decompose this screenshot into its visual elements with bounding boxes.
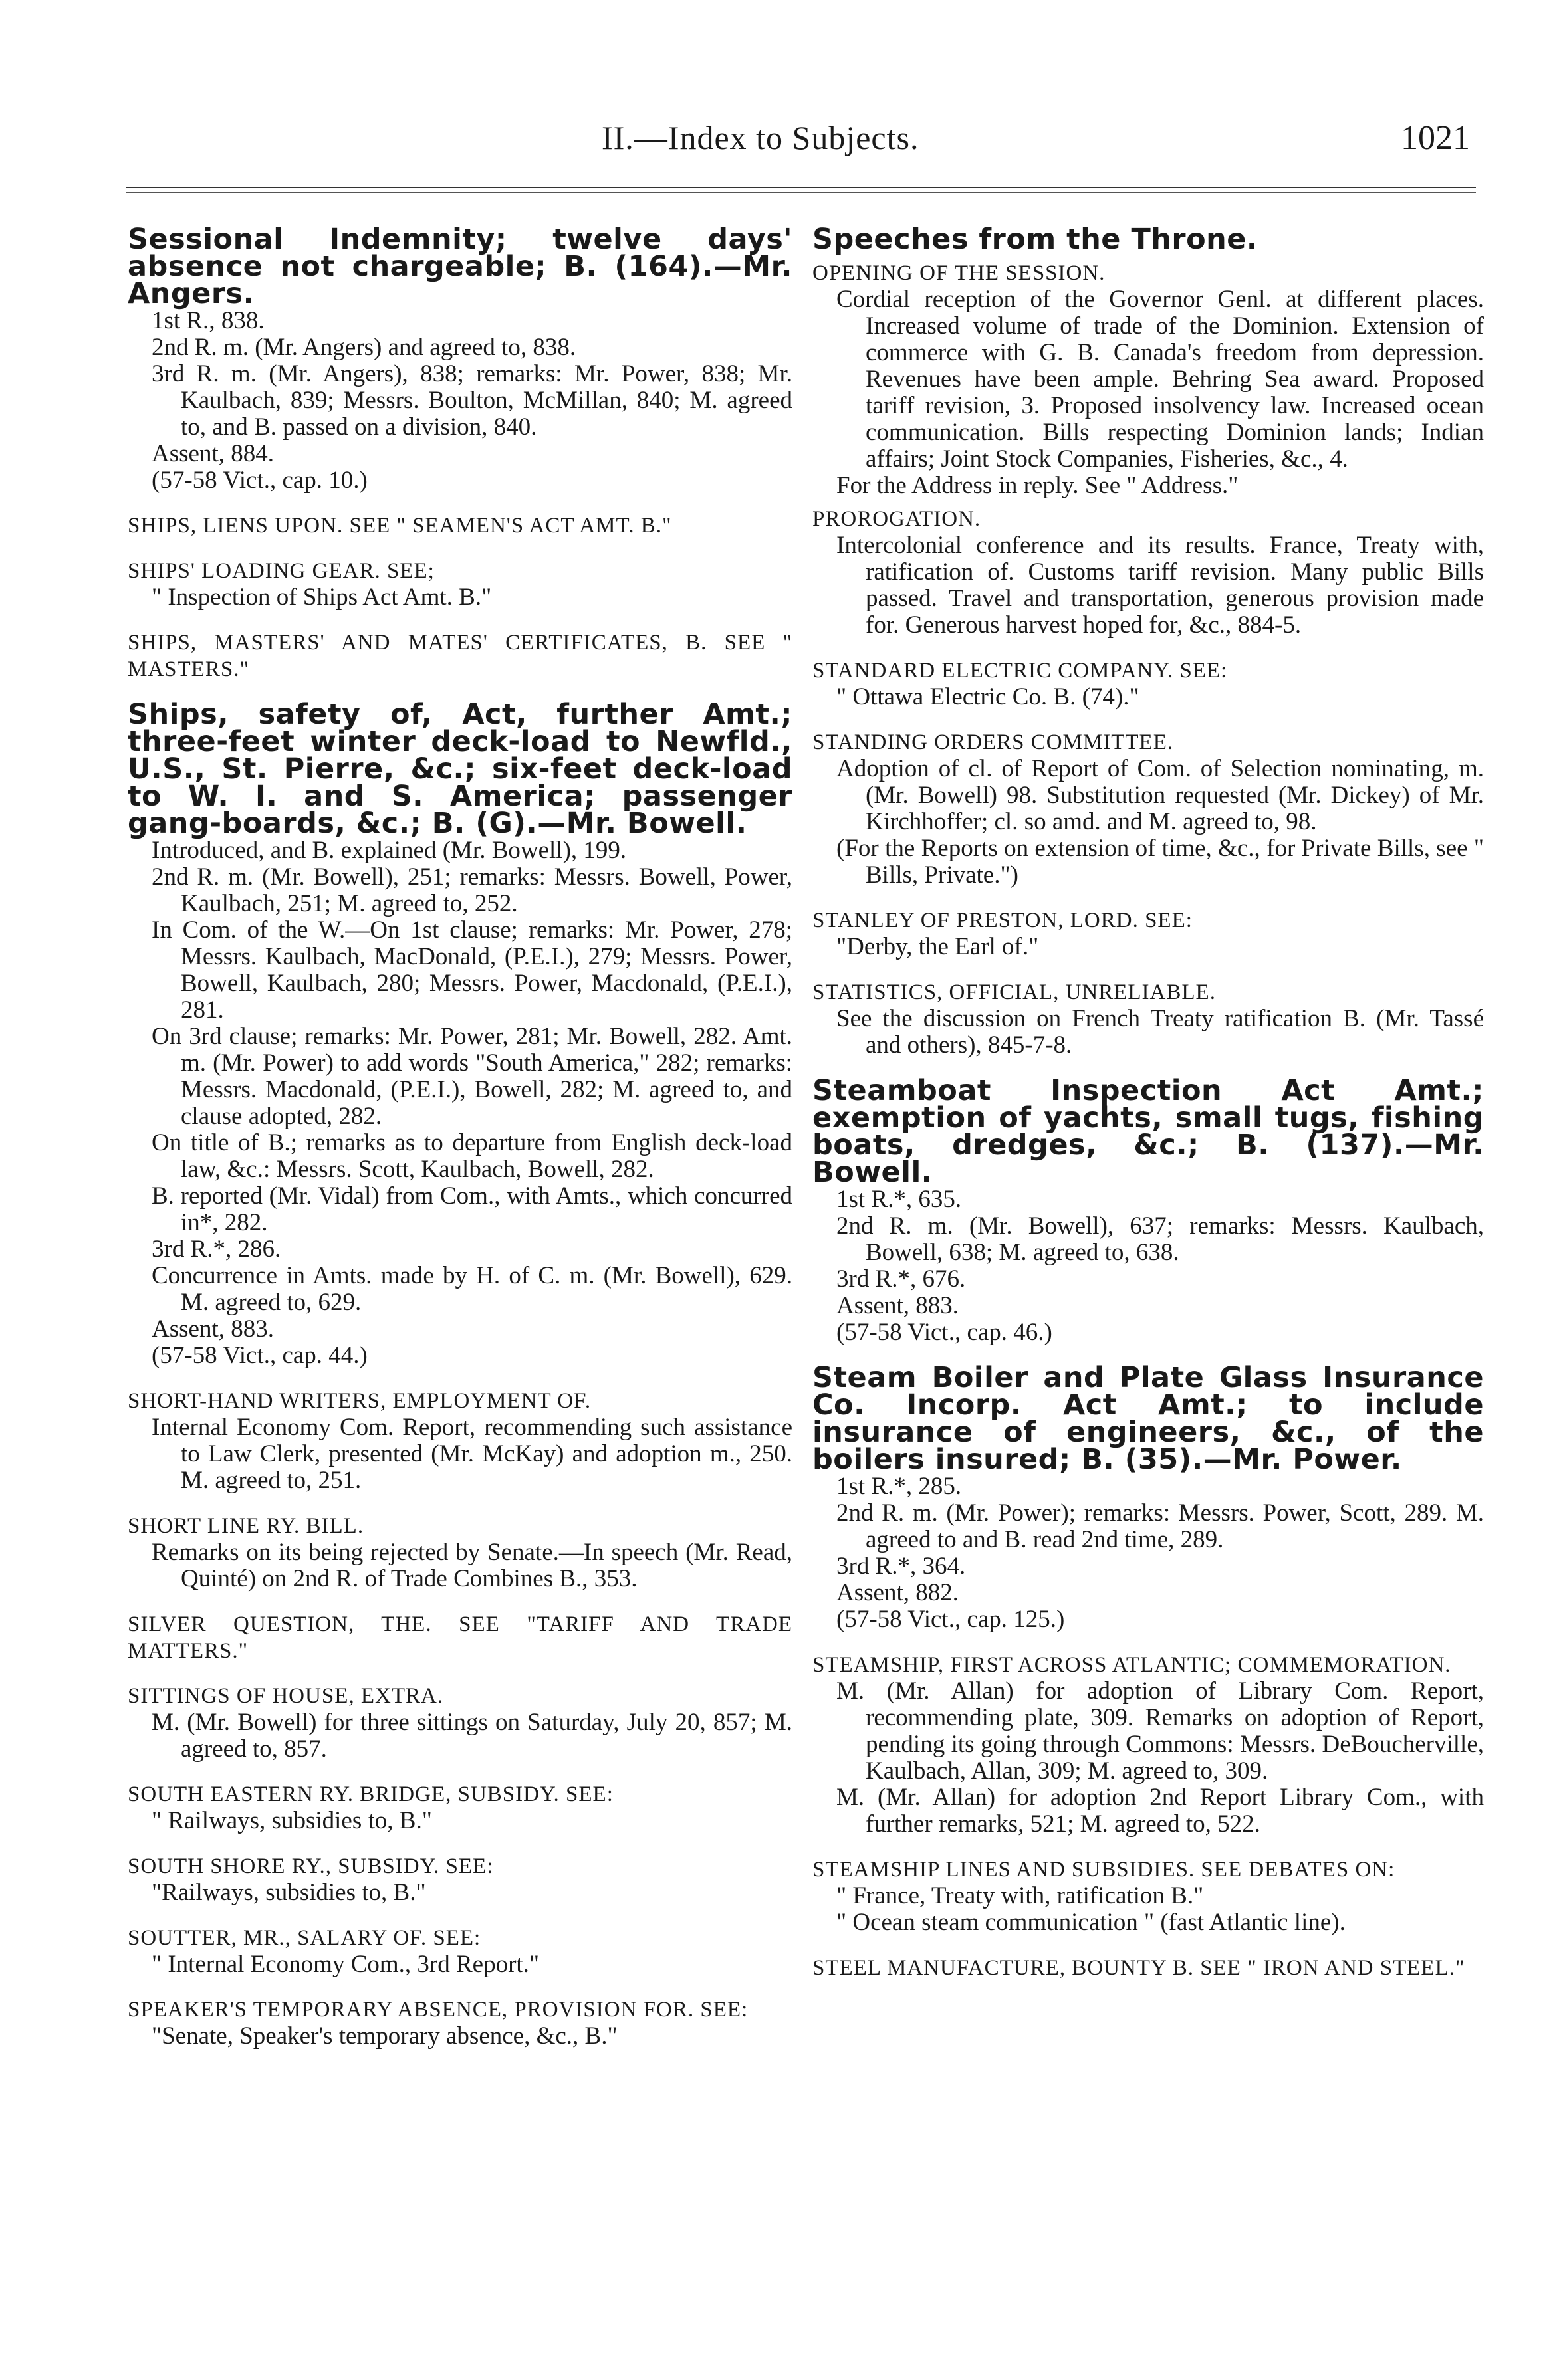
entry-heading: Speeches from the Throne. [812,223,1258,256]
entry-heading: STEAMSHIP, FIRST ACROSS ATLANTIC; COMMEMORATION. [812,1653,1451,1677]
entry-line: 3rd R. m. (Mr. Angers), 838; remarks: Mr. Power, 838; Mr. Kaulbach, 839; Messrs. Boulton, McMillan, 840; M. agreed to, and B. passed on a division, 840. [152,360,792,441]
entry-line: Internal Economy Com. Report, recommending such assistance to Law Clerk, presented (Mr. McKay) and adoption m., 250. M. agreed to, 251. [152,1414,792,1494]
entry-line: " France, Treaty with, ratification B." [836,1882,1204,1909]
entry-heading: SOUTH EASTERN RY. BRIDGE, SUBSIDY. SEE: [128,1783,614,1806]
index-entry [128,629,792,683]
entry-line: 1st R.*, 635. [836,1186,962,1213]
entry-heading: OPENING OF THE SESSION. [812,261,1106,285]
entry-heading: STEAMSHIP LINES AND SUBSIDIES. SEE DEBATES ON: [812,1858,1395,1882]
index-entry [812,657,1484,710]
entry-line: (57-58 Vict., cap. 46.) [836,1319,1052,1346]
index-entry [812,260,1484,499]
left-column [128,223,792,2068]
entry-line: (57-58 Vict., cap. 125.) [836,1606,1065,1633]
header-rule [126,187,1476,193]
entry-line: Assent, 882. [836,1579,959,1606]
entry-line: Assent, 884. [152,440,274,467]
entry-heading: SHIPS, LIENS UPON. SEE " SEAMEN'S ACT AMT. B." [128,514,672,538]
entry-line: Remarks on its being rejected by Senate.—In speech (Mr. Read, Quinté) on 2nd R. of Trade Combines B., 353. [152,1539,792,1592]
index-entry [812,907,1484,960]
entry-heading: SPEAKER'S TEMPORARY ABSENCE, PROVISION FOR. SEE: [128,1998,749,2022]
index-entry [128,512,792,539]
index-entry [128,1388,792,1494]
entry-line: 2nd R. m. (Mr. Bowell), 637; remarks: Messrs. Kaulbach, Bowell, 638; M. agreed to, 638. [836,1212,1484,1266]
index-entry [812,979,1484,1059]
entry-heading: SITTINGS OF HOUSE, EXTRA. [128,1684,444,1708]
entry-line: M. (Mr. Allan) for adoption 2nd Report Library Com., with further remarks, 521; M. agreed to, 522. [836,1784,1484,1838]
entry-heading: Steam Boiler and Plate Glass Insurance Co. Incorp. Act Amt.; to include insurance of engineers, &c., of the boilers insured; B. (35).—Mr. Power. [812,1361,1484,1476]
entry-heading: PROROGATION. [812,507,981,531]
index-entry [812,729,1484,889]
index-entry [128,558,792,611]
entry-heading: STATISTICS, OFFICIAL, UNRELIABLE. [812,980,1216,1004]
entry-line: (57-58 Vict., cap. 10.) [152,467,368,494]
index-entry [128,223,792,494]
entry-line: Cordial reception of the Governor Genl. at different places. Increased volume of trade of the Dominion. Extension of commerce with G. B. Canada's freedom from depression. Revenues have been ample. Behring Sea award. Proposed tariff revision, 3. Proposed insolvency law. Increased ocean communication. Bills respecting Dominion lands; Indian affairs; Joint Stock Companies, Fisheries, &c., 4. [836,286,1484,473]
index-entry [128,1611,792,1664]
entry-line: 1st R., 838. [152,307,265,334]
entry-line: 3rd R.*, 364. [836,1553,966,1580]
entry-line: Introduced, and B. explained (Mr. Bowell), 199. [152,837,627,864]
index-entry [812,1955,1484,1981]
entry-line: Intercolonial conference and its results. France, Treaty with, ratification of. Customs tariff revision. Many public Bills passed. Travel and transportation, generous provision made for. Generous harvest hoped for, &c., 884-5. [836,532,1484,639]
page-number: 1021 [1401,119,1470,157]
entry-line: Assent, 883. [836,1292,959,1319]
entry-line: M. (Mr. Allan) for adoption of Library Com. Report, recommending plate, 309. Remarks on adoption of Report, pending its going through Commons: Messrs. DeBoucherville, Kaulbach, Allan, 309; M. agreed to, 309. [836,1677,1484,1785]
index-entry [812,223,1484,256]
entry-line: (For the Reports on extension of time, &c., for Private Bills, see " Bills, Private.") [836,835,1484,889]
index-entry [812,1856,1484,1936]
entry-heading: SHORT-HAND WRITERS, EMPLOYMENT OF. [128,1389,592,1413]
entry-line: " Railways, subsidies to, B." [152,1807,432,1834]
entry-heading: STANDING ORDERS COMMITTEE. [812,730,1174,754]
entry-heading: SHIPS, MASTERS' AND MATES' CERTIFICATES, B. SEE " MASTERS." [128,631,792,681]
entry-line: M. (Mr. Bowell) for three sittings on Saturday, July 20, 857; M. agreed to, 857. [152,1709,792,1763]
entry-heading: SHIPS' LOADING GEAR. SEE; [128,559,435,583]
entry-heading: STANDARD ELECTRIC COMPANY. SEE: [812,659,1228,683]
index-entry [812,1361,1484,1633]
entry-line: 1st R.*, 285. [836,1473,962,1500]
entry-heading: STANLEY OF PRESTON, LORD. SEE: [812,909,1193,932]
entry-line: B. reported (Mr. Vidal) from Com., with Amts., which concurred in*, 282. [152,1182,792,1236]
entry-line: " Internal Economy Com., 3rd Report." [152,1951,540,1978]
entry-line: " Ottawa Electric Co. B. (74)." [836,683,1139,710]
entry-heading: SHORT LINE RY. BILL. [128,1514,364,1538]
entry-line: On 3rd clause; remarks: Mr. Power, 281; Mr. Bowell, 282. Amt. m. (Mr. Power) to add words "South America," 282; remarks: Messrs. Macdonald, (P.E.I.), Bowell, 282; M. agreed to, and clause adopted, 282. [152,1023,792,1130]
entry-line: On title of B.; remarks as to departure from English deck-load law, &c.: Messrs. Scott, Kaulbach, Bowell, 282. [152,1129,792,1183]
entry-line: " Ocean steam communication " (fast Atlantic line). [836,1909,1346,1936]
entry-line: Assent, 883. [152,1315,274,1343]
entry-line: "Senate, Speaker's temporary absence, &c., B." [152,2022,618,2050]
entry-line: 3rd R.*, 676. [836,1265,966,1293]
entry-heading: Sessional Indemnity; twelve days' absence not chargeable; B. (164).—Mr. Angers. [128,223,792,310]
entry-line: 2nd R. m. (Mr. Bowell), 251; remarks: Messrs. Bowell, Power, Kaulbach, 251; M. agreed to, 252. [152,863,792,917]
entry-line: Concurrence in Amts. made by H. of C. m. (Mr. Bowell), 629. M. agreed to, 629. [152,1262,792,1316]
index-entry [128,1781,792,1834]
entry-line: 2nd R. m. (Mr. Power); remarks: Messrs. Power, Scott, 289. M. agreed to and B. read 2nd time, 289. [836,1499,1484,1553]
right-column [812,223,1484,2000]
entry-line: For the Address in reply. See " Address." [836,472,1239,499]
page-header [0,118,1551,158]
index-entry [128,1853,792,1906]
running-title: II.—Index to Subjects. [602,119,919,156]
entry-line: "Derby, the Earl of." [836,933,1039,960]
index-entry [812,506,1484,639]
entry-line: See the discussion on French Treaty ratification B. (Mr. Tassé and others), 845-7-8. [836,1005,1484,1059]
entry-line: " Inspection of Ships Act Amt. B." [152,584,492,611]
entry-heading: STEEL MANUFACTURE, BOUNTY B. SEE " IRON AND STEEL." [812,1956,1465,1980]
index-entry [128,1513,792,1592]
entry-line: 3rd R.*, 286. [152,1236,281,1263]
index-entry [128,1683,792,1763]
index-entry [812,1652,1484,1838]
entry-heading: Steamboat Inspection Act Amt.; exemption of yachts, small tugs, fishing boats, dredges, &c.; B. (137).—Mr. Bowell. [812,1074,1484,1189]
entry-heading: SILVER QUESTION, THE. SEE "TARIFF AND TRADE MATTERS." [128,1612,792,1663]
index-entry [128,1925,792,1978]
entry-heading: SOUTH SHORE RY., SUBSIDY. SEE: [128,1854,494,1878]
entry-line: "Railways, subsidies to, B." [152,1879,426,1906]
entry-line: Adoption of cl. of Report of Com. of Selection nominating, m. (Mr. Bowell) 98. Substitution requested (Mr. Dickey) of Mr. Kirchhoffer; cl. so amd. and M. agreed to, 98. [836,755,1484,835]
entry-line: In Com. of the W.—On 1st clause; remarks: Mr. Power, 278; Messrs. Kaulbach, MacDonald, (P.E.I.), 279; Messrs. Power, Bowell, Kaulbach, 280; Messrs. Power, Macdonald, (P.E.I.), 281. [152,917,792,1024]
entry-line: 2nd R. m. (Mr. Angers) and agreed to, 838. [152,334,576,361]
index-entry [128,1997,792,2050]
entry-heading: Ships, safety of, Act, further Amt.; three-feet winter deck-load to Newfld., U.S., St. Pierre, &c.; six-feet deck-load to W. I. and S. America; passenger gang-boards, &c.; B. (G).—Mr. Bowell. [128,698,792,840]
entry-heading: SOUTTER, MR., SALARY OF. SEE: [128,1926,481,1950]
index-entry [128,698,792,1369]
index-entry [812,1074,1484,1346]
entry-line: (57-58 Vict., cap. 44.) [152,1342,368,1369]
